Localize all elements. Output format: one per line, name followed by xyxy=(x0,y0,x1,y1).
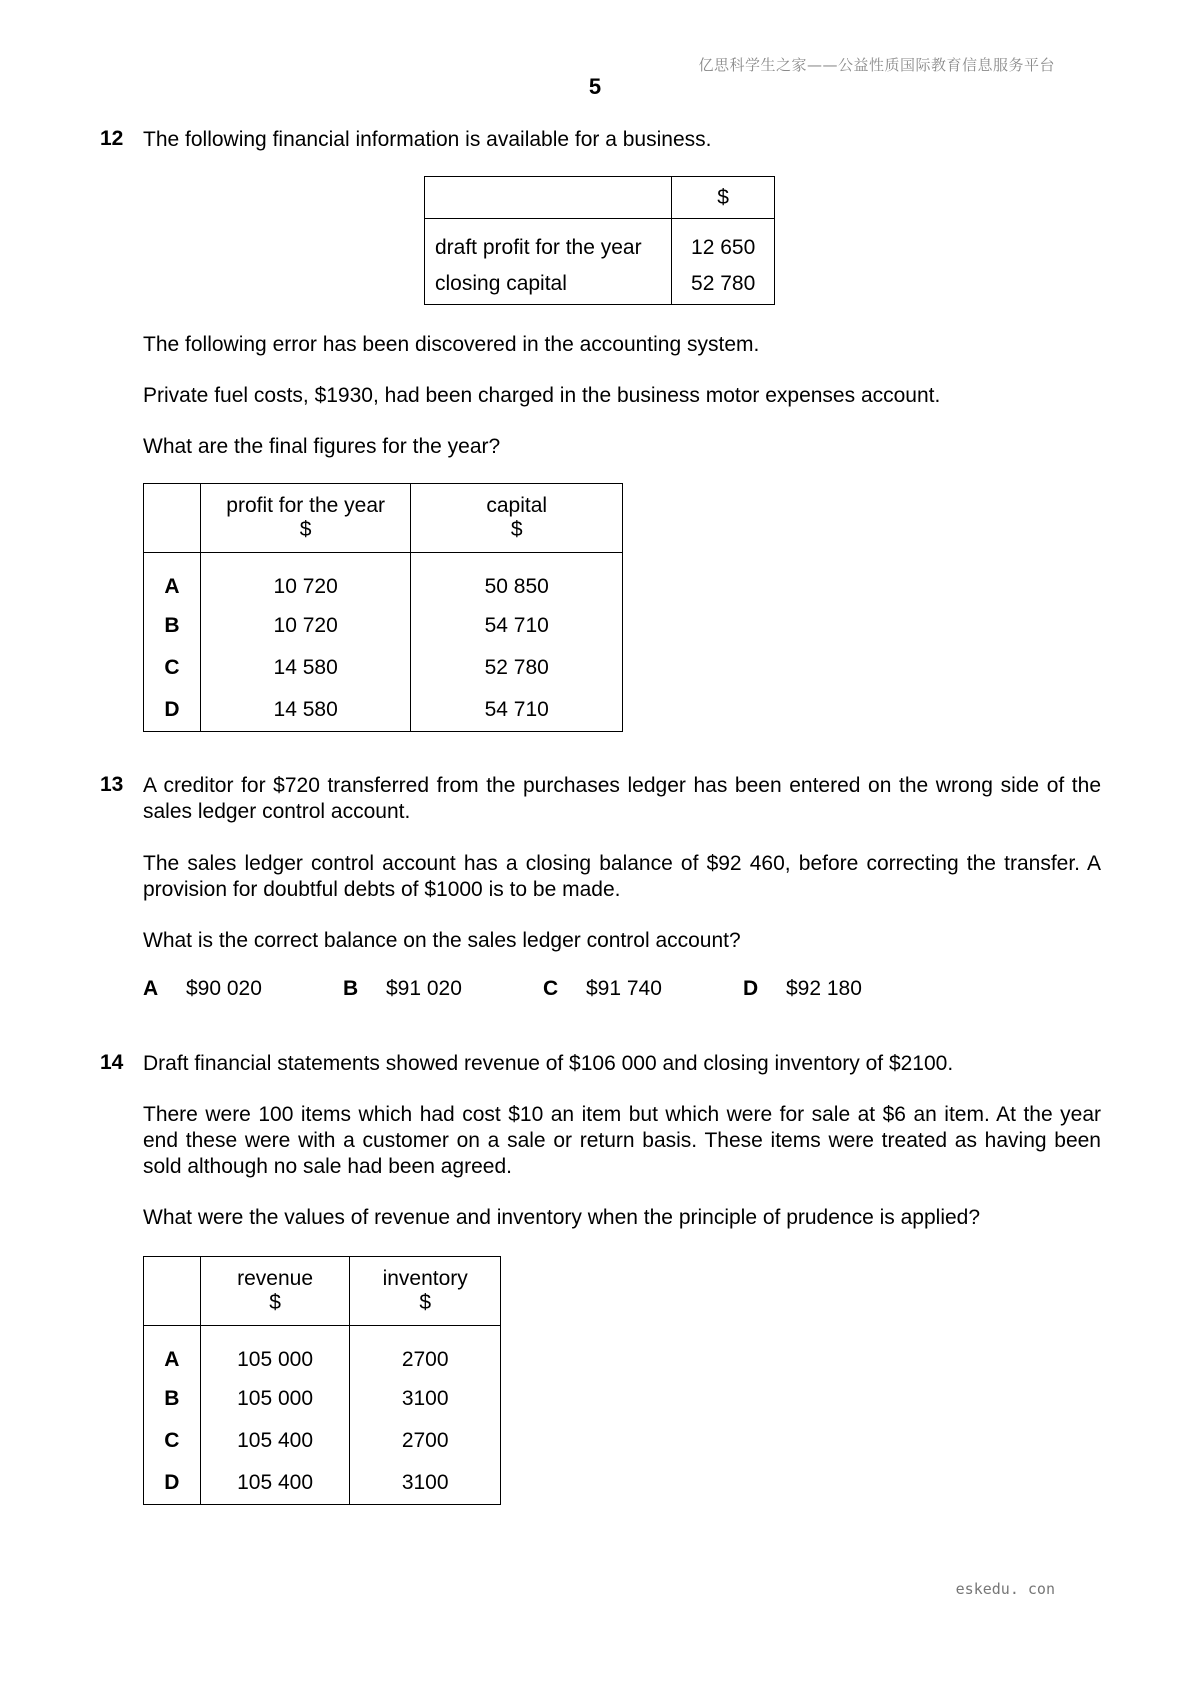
question-13-number: 13 xyxy=(100,773,124,796)
option-profit-value: 10 720 xyxy=(200,605,411,647)
question-13-question: What is the correct balance on the sales ledger control account? xyxy=(143,929,741,952)
option-letter: B xyxy=(144,1378,201,1420)
q12-col-capital-title: capital xyxy=(486,494,548,517)
q12-col-profit-title: profit for the year xyxy=(226,494,386,517)
option-profit-value: 10 720 xyxy=(200,553,411,605)
q12-col-profit-header xyxy=(200,484,411,553)
q13-option-a xyxy=(143,977,158,1001)
question-13-paragraph-2: The sales ledger control account has a closing balance of $92 460, before correcting the transfer. A provision for doubtful debts of $1000 is to be made. xyxy=(143,852,1101,901)
q12-question-text: What are the final figures for the year? xyxy=(143,435,501,458)
q14-col-inventory-title: inventory xyxy=(382,1267,468,1290)
option-revenue-value: 105 000 xyxy=(200,1378,350,1420)
option-inventory-value: 3100 xyxy=(350,1462,501,1505)
option-profit-value: 14 580 xyxy=(200,689,411,732)
q13-option-b xyxy=(343,977,358,1001)
q14-col-inventory-header xyxy=(350,1257,501,1326)
q12-info-row-value: 52 780 xyxy=(672,264,775,305)
option-letter: A xyxy=(143,977,159,1000)
option-letter: D xyxy=(144,689,201,732)
option-letter: A xyxy=(144,1326,201,1378)
q12-info-label-header xyxy=(425,177,672,219)
q12-detail-text: Private fuel costs, $1930, had been charged in the business motor expenses account. xyxy=(143,384,941,407)
q12-info-row-label: closing capital xyxy=(425,264,672,305)
option-capital-value: 52 780 xyxy=(411,647,623,689)
option-inventory-value: 2700 xyxy=(350,1326,501,1378)
q12-options-letter-header xyxy=(144,484,201,553)
q14-options-letter-header xyxy=(144,1257,201,1326)
q12-col-capital-unit: $ xyxy=(510,518,523,541)
question-12-number: 12 xyxy=(100,127,124,150)
question-14-paragraph-2: There were 100 items which had cost $10 an item but which were for sale at $6 an item. At the year end these were with a customer on a sale or return basis. These items were treated as having been sold although no sale had been agreed. xyxy=(143,1103,1101,1178)
q14-col-revenue-title: revenue xyxy=(237,1267,313,1290)
option-letter: B xyxy=(144,605,201,647)
option-capital-value: 54 710 xyxy=(411,689,623,732)
question-14-question: What were the values of revenue and inventory when the principle of prudence is applied? xyxy=(143,1206,981,1229)
q12-col-profit-unit: $ xyxy=(299,518,312,541)
q14-options-table xyxy=(143,1256,501,1505)
option-letter: C xyxy=(543,977,559,1000)
footer-site-text: eskedu. con xyxy=(955,1580,1055,1598)
q13-option-c-value: $91 740 xyxy=(586,977,662,1000)
question-14-number: 14 xyxy=(100,1051,124,1074)
option-letter: B xyxy=(343,977,359,1000)
question-12-intro: The following financial information is available for a business. xyxy=(143,128,712,151)
option-inventory-value: 3100 xyxy=(350,1378,501,1420)
option-revenue-value: 105 400 xyxy=(200,1462,350,1505)
q12-col-capital-header xyxy=(411,484,623,553)
option-letter: C xyxy=(144,647,201,689)
q12-error-text: The following error has been discovered in the accounting system. xyxy=(143,333,760,356)
q13-option-d xyxy=(743,977,758,1001)
option-capital-value: 50 850 xyxy=(411,553,623,605)
q13-option-a-value: $90 020 xyxy=(186,977,262,1000)
q12-options-table xyxy=(143,483,623,732)
q14-col-inventory-unit: $ xyxy=(419,1291,432,1314)
q13-option-d-value: $92 180 xyxy=(786,977,862,1000)
question-14-paragraph-1: Draft financial statements showed revenue of $106 000 and closing inventory of $2100. xyxy=(143,1052,954,1075)
q13-option-b-value: $91 020 xyxy=(386,977,462,1000)
q14-col-revenue-header xyxy=(200,1257,350,1326)
q12-info-currency-header: $ xyxy=(672,177,775,219)
option-revenue-value: 105 400 xyxy=(200,1420,350,1462)
option-letter: A xyxy=(144,553,201,605)
watermark-text: 亿思科学生之家——公益性质国际教育信息服务平台 xyxy=(698,56,1055,74)
option-letter: D xyxy=(743,977,759,1000)
page-number: 5 xyxy=(588,74,602,99)
q14-col-revenue-unit: $ xyxy=(269,1291,281,1314)
option-letter: D xyxy=(144,1462,201,1505)
option-capital-value: 54 710 xyxy=(411,605,623,647)
q12-info-row-value: 12 650 xyxy=(672,219,775,264)
option-profit-value: 14 580 xyxy=(200,647,411,689)
q13-option-c xyxy=(543,977,558,1001)
option-letter: C xyxy=(144,1420,201,1462)
question-13-paragraph-1: A creditor for $720 transferred from the purchases ledger has been entered on the wrong side of the sales ledger control account. xyxy=(143,774,1101,823)
option-inventory-value: 2700 xyxy=(350,1420,501,1462)
q12-info-row-label: draft profit for the year xyxy=(425,219,672,264)
q12-info-table xyxy=(424,176,775,305)
option-revenue-value: 105 000 xyxy=(200,1326,350,1378)
